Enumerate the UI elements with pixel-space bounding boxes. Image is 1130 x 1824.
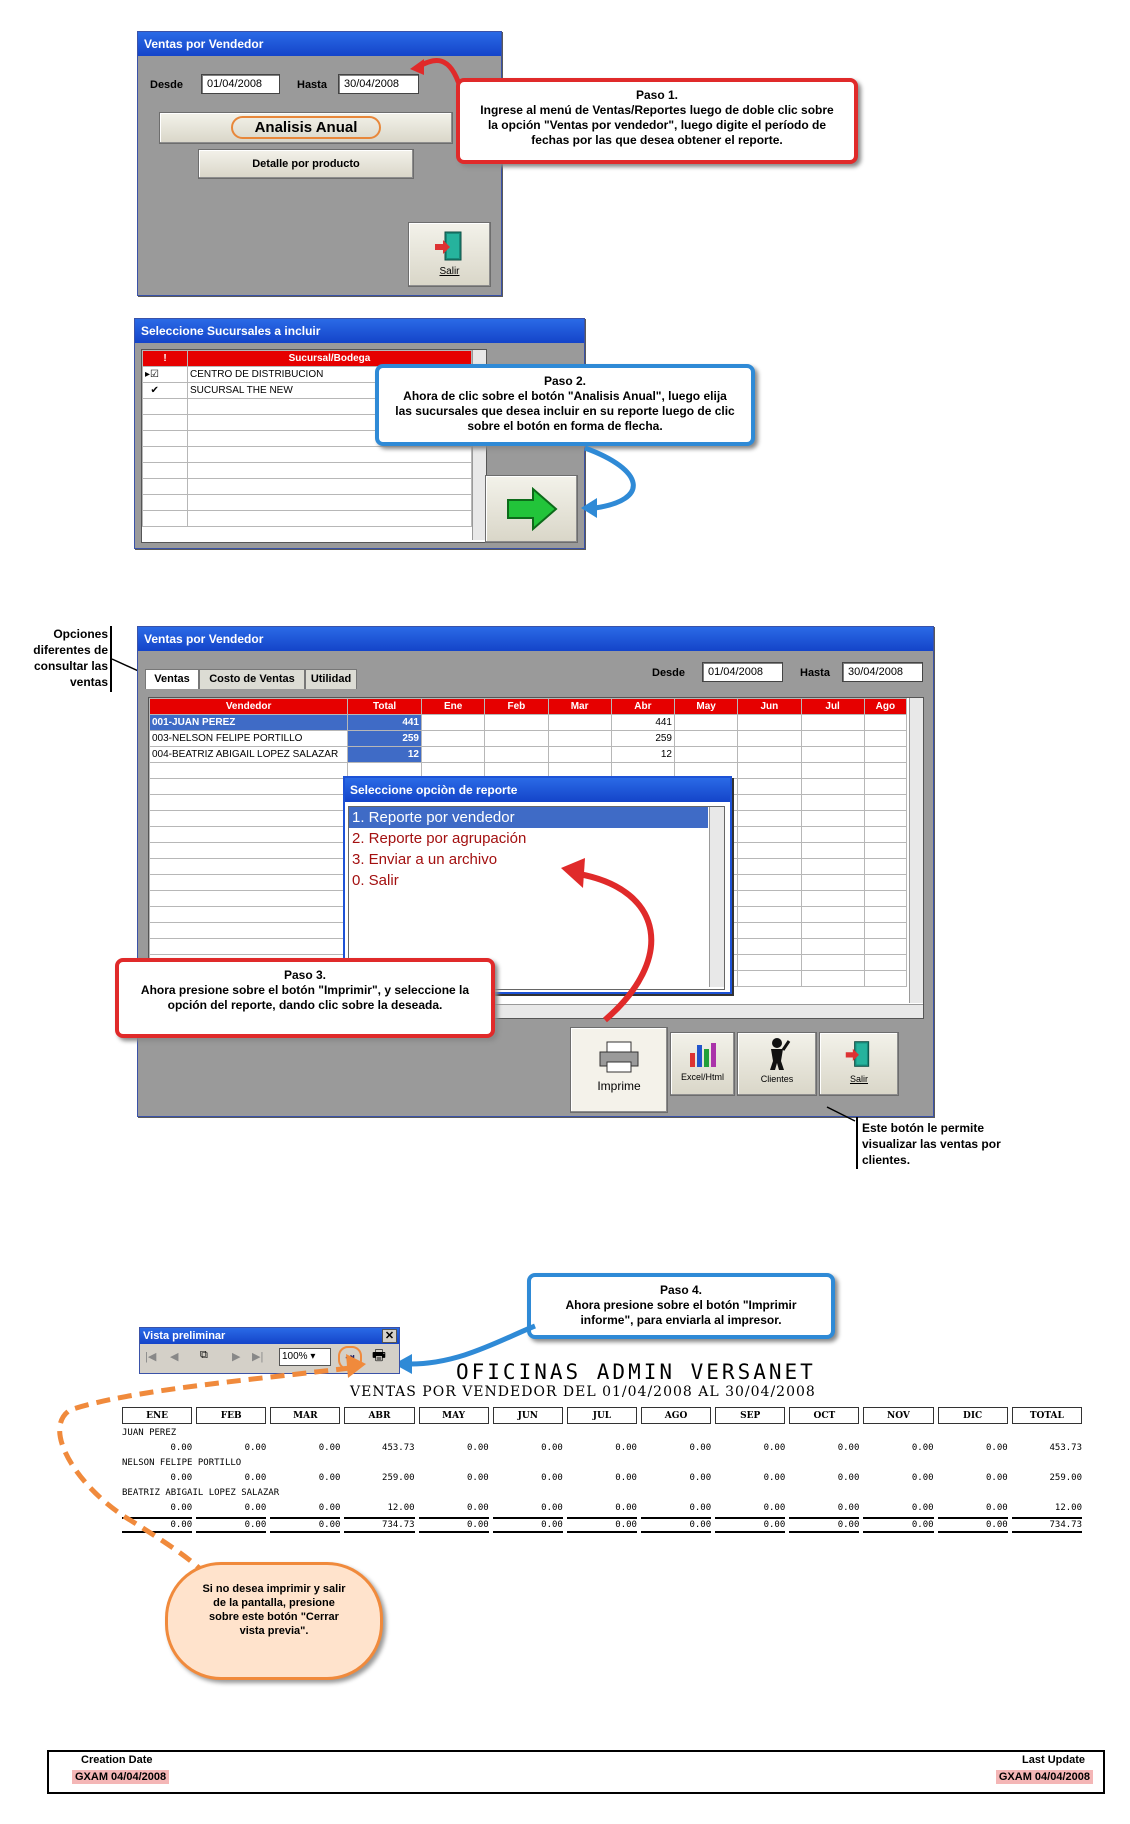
paso4-text: Ahora presione sobre el botón "Imprimir informe", para enviarla al impresor. <box>565 1298 797 1327</box>
report-total-value: 0.00 <box>493 1517 563 1533</box>
month-header: DIC <box>938 1407 1008 1424</box>
imprime-label: Imprime <box>597 1079 641 1093</box>
report-vendor-name: BEATRIZ ABIGAIL LOPEZ SALAZAR <box>122 1488 280 1498</box>
report-value: 259.00 <box>382 1473 415 1483</box>
jul-cell <box>801 715 864 731</box>
window-title: Ventas por Vendedor <box>138 32 501 56</box>
hasta-label: Hasta <box>297 79 327 91</box>
exit-door-icon <box>844 1037 874 1071</box>
bar-chart-icon <box>687 1039 719 1069</box>
report-value: 0.00 <box>615 1443 637 1453</box>
month-header: OCT <box>789 1407 859 1424</box>
salir-label-2: Salir <box>849 1074 868 1084</box>
col-total: Total <box>348 699 422 715</box>
table-row[interactable] <box>150 715 907 731</box>
checkbox-cell[interactable]: ✔ <box>143 383 188 399</box>
month-header: ABR <box>344 1407 414 1424</box>
report-value: 0.00 <box>986 1473 1008 1483</box>
ago-cell <box>864 715 906 731</box>
sucursal-cell: SUCURSAL THE NEW <box>188 383 472 399</box>
month-header: NOV <box>863 1407 933 1424</box>
jul-cell <box>801 747 864 763</box>
report-total-value: 0.00 <box>270 1517 340 1533</box>
desde-field[interactable]: 01/04/2008 <box>201 74 280 94</box>
month-header: MAR <box>270 1407 340 1424</box>
zoom-value: 100% <box>282 1351 308 1362</box>
may-cell <box>675 715 738 731</box>
paso1-text: Ingrese al menú de Ventas/Reportes luego de doble clic sobre la opción "Ventas por vendedor", luego digite el período de fechas por las que desea obtener el reporte. <box>480 103 834 147</box>
checkbox-cell[interactable]: ▸☑ <box>143 367 188 383</box>
report-company: OFICINAS ADMIN VERSANET <box>456 1360 816 1384</box>
sucursal-cell: CENTRO DE DISTRIBUCION <box>188 367 472 383</box>
desde-field[interactable]: 01/04/2008 <box>702 662 783 682</box>
paso4-title: Paso 4. <box>659 1283 703 1297</box>
popup-title: Seleccione opciòn de reporte <box>345 778 730 802</box>
arrow-next-button[interactable] <box>485 475 578 543</box>
grid-header <box>150 699 907 715</box>
total-cell: 12 <box>348 747 422 763</box>
vendedor-cell: 003-NELSON FELIPE PORTILLO <box>150 731 348 747</box>
col-flag: ! <box>143 351 188 367</box>
paso3-callout <box>115 958 495 1038</box>
tab-bar <box>145 669 405 689</box>
report-value: 0.00 <box>837 1473 860 1483</box>
report-total-value: 0.00 <box>938 1517 1008 1533</box>
month-header: FEB <box>196 1407 266 1424</box>
jun-cell <box>738 747 801 763</box>
report-value: 0.00 <box>763 1473 786 1483</box>
desde-label: Desde <box>652 667 686 679</box>
toolbar-titlebar <box>140 1328 399 1344</box>
salir-label-1: Salir <box>439 266 460 277</box>
window-title: Ventas por Vendedor <box>138 627 933 651</box>
month-header: ENE <box>122 1407 192 1424</box>
abr-cell: 12 <box>611 747 674 763</box>
option-salir[interactable]: 0. Salir <box>352 872 399 889</box>
paso1-callout <box>456 78 858 164</box>
first-page-icon[interactable]: |◀ <box>145 1351 157 1363</box>
analisis-anual-label: Analisis Anual <box>231 116 382 139</box>
report-value: 0.00 <box>986 1503 1008 1513</box>
month-header: JUN <box>493 1407 563 1424</box>
paso4-callout <box>527 1273 835 1339</box>
report-value: 453.73 <box>382 1443 415 1453</box>
imprime-button[interactable] <box>570 1027 668 1113</box>
option-reporte-agrupacion[interactable]: 2. Reporte por agrupación <box>352 830 527 847</box>
may-cell <box>675 731 738 747</box>
feb-cell <box>485 747 548 763</box>
grid-vscrollbar[interactable] <box>909 698 923 1003</box>
report-value: 0.00 <box>541 1473 563 1483</box>
report-value: 0.00 <box>318 1473 341 1483</box>
col-ene: Ene <box>422 699 485 715</box>
feb-cell <box>485 715 548 731</box>
multi-page-icon[interactable]: ⧉ <box>200 1349 208 1361</box>
clientes-note: Este botón le permite visualizar las ventas por clientes. <box>862 1121 1001 1167</box>
report-value: 259.00 <box>1049 1473 1082 1483</box>
month-header: MAY <box>419 1407 489 1424</box>
report-value: 0.00 <box>911 1503 934 1513</box>
ene-cell <box>422 731 485 747</box>
abr-cell: 259 <box>611 731 674 747</box>
report-value: 0.00 <box>170 1503 193 1513</box>
opciones-note: Opciones diferentes de consultar las ventas <box>33 627 108 689</box>
month-header: AGO <box>641 1407 711 1424</box>
excel-html-label: Excel/Html <box>680 1072 724 1082</box>
jun-cell <box>738 715 801 731</box>
paso3-text: Ahora presione sobre el botón "Imprimir", y seleccione la opción del reporte, dando clic sobre la deseada. <box>140 983 470 1012</box>
total-cell: 441 <box>348 715 422 731</box>
mar-cell <box>548 731 611 747</box>
prev-page-icon[interactable]: ◀ <box>170 1351 179 1363</box>
last-update-value: GXAM 04/04/2008 <box>996 1770 1093 1784</box>
ene-cell <box>422 715 485 731</box>
month-header: SEP <box>715 1407 785 1424</box>
last-update-label: Last Update <box>1022 1754 1085 1766</box>
analisis-anual-button[interactable] <box>159 112 453 144</box>
report-total-value: 0.00 <box>641 1517 711 1533</box>
report-value: 0.00 <box>837 1503 860 1513</box>
tab-costo-ventas[interactable]: Costo de Ventas <box>199 669 305 689</box>
report-value: 0.00 <box>763 1503 786 1513</box>
paso1-title: Paso 1. <box>635 88 679 102</box>
col-abr: Abr <box>611 699 674 715</box>
next-page-icon[interactable]: ▶ <box>232 1351 241 1363</box>
window-title: Seleccione Sucursales a incluir <box>135 319 584 343</box>
report-value: 0.00 <box>689 1473 712 1483</box>
detalle-producto-button[interactable]: Detalle por producto <box>198 149 414 179</box>
report-vendor-name: JUAN PEREZ <box>122 1428 177 1438</box>
hasta-field[interactable]: 30/04/2008 <box>338 74 419 94</box>
report-value: 0.00 <box>689 1443 712 1453</box>
report-value: 0.00 <box>244 1443 267 1453</box>
mar-cell <box>548 747 611 763</box>
ago-cell <box>864 731 906 747</box>
report-value: 0.00 <box>837 1443 860 1453</box>
report-value: 0.00 <box>244 1473 267 1483</box>
paso3-title: Paso 3. <box>283 968 327 982</box>
option-reporte-vendedor[interactable]: 1. Reporte por vendedor <box>349 807 708 828</box>
month-header: JUL <box>567 1407 637 1424</box>
report-value: 0.00 <box>318 1503 341 1513</box>
report-total-value: 0.00 <box>863 1517 933 1533</box>
report-total-value: 0.00 <box>567 1517 637 1533</box>
toolbar-title: Vista preliminar <box>143 1330 226 1342</box>
report-value: 0.00 <box>467 1443 489 1453</box>
col-jul: Jul <box>801 699 864 715</box>
report-value: 12.00 <box>1054 1503 1082 1513</box>
paso2-title: Paso 2. <box>543 374 587 388</box>
report-total-value: 0.00 <box>419 1517 489 1533</box>
report-value: 0.00 <box>541 1503 563 1513</box>
option-enviar-archivo[interactable]: 3. Enviar a un archivo <box>352 851 498 868</box>
col-mar: Mar <box>548 699 611 715</box>
creation-date-label: Creation Date <box>81 1754 153 1766</box>
hasta-label: Hasta <box>800 667 830 679</box>
paso2-text: Ahora de clic sobre el botón "Analisis Anual", luego elija las sucursales que desea incluir en su reporte luego de clic sobre el botón en forma de flecha. <box>395 389 735 433</box>
paso3-arrow <box>555 850 715 1030</box>
report-value: 0.00 <box>911 1443 934 1453</box>
salir-button-2[interactable] <box>819 1032 899 1096</box>
vendedor-cell: 004-BEATRIZ ABIGAIL LOPEZ SALAZAR <box>150 747 348 763</box>
report-value: 12.00 <box>387 1503 415 1513</box>
tab-ventas[interactable]: Ventas <box>145 669 199 689</box>
last-page-icon[interactable]: ▶| <box>252 1351 264 1363</box>
report-value: 0.00 <box>615 1473 637 1483</box>
report-value: 0.00 <box>541 1443 563 1453</box>
report-total-value: 734.73 <box>344 1517 414 1533</box>
col-may: May <box>675 699 738 715</box>
may-cell <box>675 747 738 763</box>
report-total-value: 0.00 <box>789 1517 859 1533</box>
ago-cell <box>864 747 906 763</box>
abr-cell: 441 <box>611 715 674 731</box>
mar-cell <box>548 715 611 731</box>
footer-box <box>47 1750 1105 1794</box>
report-value: 0.00 <box>244 1503 267 1513</box>
report-value: 0.00 <box>170 1473 193 1483</box>
salir-button-1[interactable] <box>408 222 491 287</box>
jul-cell <box>801 731 864 747</box>
col-sucursal: Sucursal/Bodega <box>188 351 472 367</box>
tab-utilidad[interactable]: Utilidad <box>305 669 357 689</box>
desde-label: Desde <box>150 79 184 91</box>
ene-cell <box>422 747 485 763</box>
report-value: 0.00 <box>467 1473 489 1483</box>
clientes-button[interactable] <box>737 1032 817 1096</box>
person-icon <box>762 1037 792 1071</box>
col-vendedor: Vendedor <box>150 699 348 715</box>
report-total-value: 0.00 <box>122 1517 192 1533</box>
print-report-button[interactable]: 🖶 <box>371 1347 387 1364</box>
report-total-value: 0.00 <box>196 1517 266 1533</box>
cloud-note <box>165 1562 383 1680</box>
excel-html-button[interactable] <box>670 1032 735 1096</box>
feb-cell <box>485 731 548 747</box>
table-row[interactable] <box>150 731 907 747</box>
report-value: 0.00 <box>986 1443 1008 1453</box>
right-arrow-icon <box>505 487 559 531</box>
vendedor-cell: 001-JUAN PEREZ <box>150 715 348 731</box>
paso2-arrow <box>575 440 655 520</box>
report-subtitle: VENTAS POR VENDEDOR DEL 01/04/2008 AL 30/04/2008 <box>350 1384 816 1400</box>
report-value: 0.00 <box>467 1503 489 1513</box>
printer-icon <box>597 1040 641 1074</box>
report-value: 0.00 <box>689 1503 712 1513</box>
creation-date-value: GXAM 04/04/2008 <box>72 1770 169 1784</box>
zoom-select[interactable]: 100% ▾ <box>279 1348 331 1366</box>
report-value: 0.00 <box>615 1503 637 1513</box>
col-ago: Ago <box>864 699 906 715</box>
paso2-callout <box>375 364 755 446</box>
report-value: 0.00 <box>170 1443 193 1453</box>
jun-cell <box>738 731 801 747</box>
report-total-value: 734.73 <box>1012 1517 1082 1533</box>
month-header: TOTAL <box>1012 1407 1082 1424</box>
close-icon[interactable]: ✕ <box>382 1329 397 1343</box>
report-value: 453.73 <box>1049 1443 1082 1453</box>
report-total-value: 0.00 <box>715 1517 785 1533</box>
cloud-text: Si no desea imprimir y salir de la pantalla, presione sobre este botón "Cerrar vista previa". <box>202 1583 346 1637</box>
table-row[interactable] <box>150 747 907 763</box>
report-value: 0.00 <box>318 1443 341 1453</box>
report-value: 0.00 <box>911 1473 934 1483</box>
report-vendor-name: NELSON FELIPE PORTILLO <box>122 1458 242 1468</box>
col-jun: Jun <box>738 699 801 715</box>
exit-door-icon <box>433 229 467 263</box>
report-value: 0.00 <box>763 1443 786 1453</box>
clientes-label: Clientes <box>760 1074 794 1084</box>
hasta-field[interactable]: 30/04/2008 <box>842 662 923 682</box>
col-feb: Feb <box>485 699 548 715</box>
total-cell: 259 <box>348 731 422 747</box>
